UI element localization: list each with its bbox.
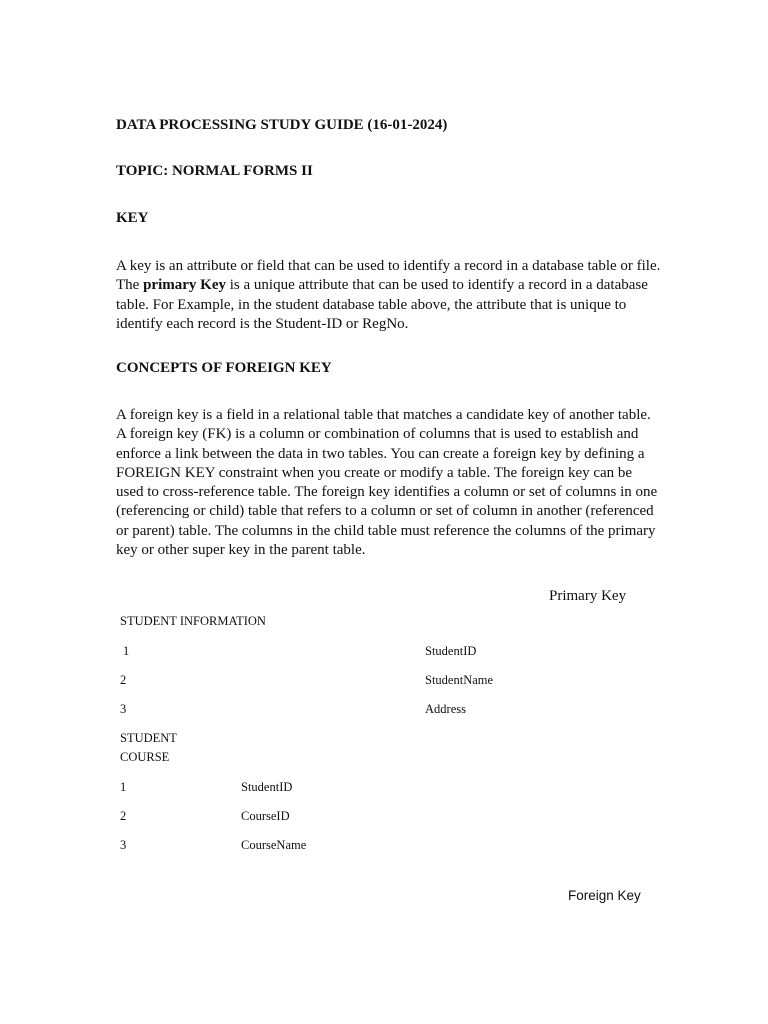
student-course-title-line-2: COURSE (120, 750, 170, 764)
student-info-row-3-num: 3 (120, 702, 127, 716)
student-info-row-1-num: 1 (123, 644, 130, 658)
key-heading: KEY (116, 210, 149, 226)
student-course-row-2-num: 2 (120, 809, 127, 823)
student-info-row-1-field: StudentID (425, 644, 477, 658)
topic-heading: TOPIC: NORMAL FORMS II (116, 163, 313, 179)
foreign-key-heading: CONCEPTS OF FOREIGN KEY (116, 360, 332, 376)
primary-key-term: primary Key (143, 277, 226, 294)
primary-key-label: Primary Key (549, 588, 627, 604)
key-paragraph-text-2: is a unique attribute that can be used to identify a record in a database table. For Example, in the student database table above, the attribute that is unique to identify each record is the Student-ID or RegNo. (116, 277, 648, 332)
student-info-row-2-field: StudentName (425, 673, 494, 687)
key-paragraph-text-1: A key is an attribute or field that can be used to identify a record in a database table or file. The (116, 258, 661, 294)
student-info-row-3-field: Address (425, 702, 466, 716)
document-title: DATA PROCESSING STUDY GUIDE (16-01-2024) (116, 117, 448, 133)
foreign-key-label: Foreign Key (568, 888, 641, 903)
student-course-row-3-field: CourseName (241, 838, 307, 852)
student-course-title-line-1: STUDENT (120, 731, 177, 745)
student-info-row-2-num: 2 (120, 673, 127, 687)
student-course-row-3-num: 3 (120, 838, 127, 852)
key-paragraph (116, 257, 661, 334)
student-information-title: STUDENT INFORMATION (120, 614, 266, 628)
foreign-key-paragraph: A foreign key is a field in a relational table that matches a candidate key of another table. A foreign key (FK) is a column or combination of columns that is used to establish and enforce a link between the data in two tables. You can create a foreign key by defining a FOREIGN KEY constraint when you create or modify a table. The foreign key can be used to cross-reference table. The foreign key identifies a column or set of columns in one (referencing or child) table that refers to a column or set of column in another (referenced or parent) table. The columns in the child table must reference the columns of the primary key or other super key in the parent table. (116, 407, 658, 559)
student-course-row-2-field: CourseID (241, 809, 290, 823)
student-course-row-1-num: 1 (120, 780, 127, 794)
student-course-row-1-field: StudentID (241, 780, 293, 794)
